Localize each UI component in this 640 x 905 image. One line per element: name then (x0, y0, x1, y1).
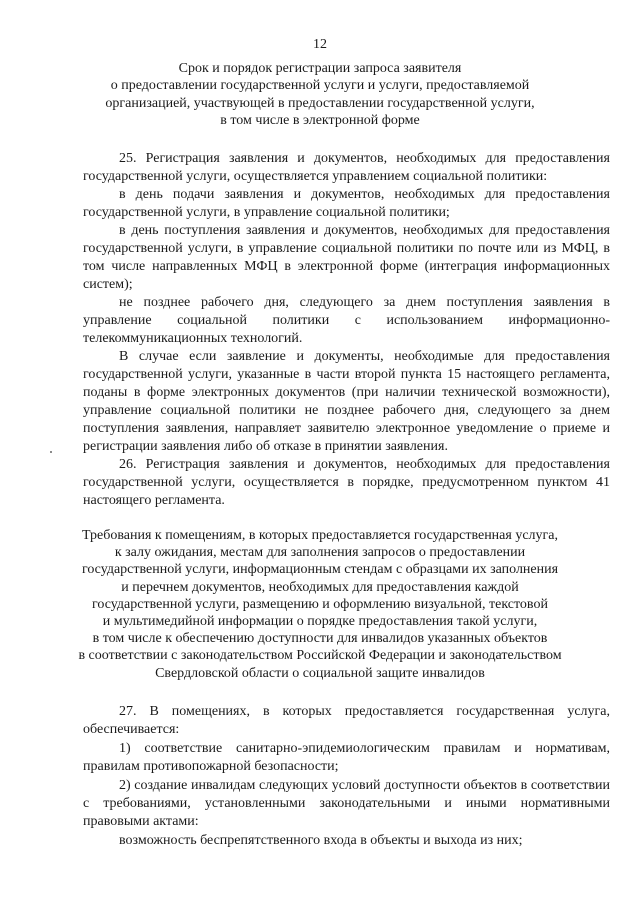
premises-paragraphs (83, 703, 610, 850)
section-heading-premises (56, 527, 584, 682)
paragraph-25: 25. Регистрация заявления и документов, необходимых для предоставления государственной услуги, осуществляется управлением социальной политики: (83, 151, 610, 184)
heading-line: государственной услуги, размещению и оформлению визуальной, текстовой (92, 596, 548, 612)
paragraph: не позднее рабочего дня, следующего за днем поступления заявления в управление социальной политики с использованием информационно-телекоммуникационных технологий. (83, 295, 610, 346)
heading-line: и перечнем документов, необходимых для предоставления каждой (121, 579, 519, 595)
heading-line: в том числе в электронной форме (220, 113, 420, 129)
list-item-2: 2) создание инвалидам следующих условий доступности объектов в соответствии с требованиями, установленными законодательными и иными нормативными правовыми актами: (83, 777, 610, 830)
heading-line: в том числе к обеспечению доступности для инвалидов указанных объектов (92, 631, 548, 647)
heading-line: Свердловской области о социальной защите инвалидов (155, 665, 485, 681)
paragraph: возможность беспрепятственного входа в объекты и выхода из них; (119, 832, 523, 848)
paragraph: в день поступления заявления и документов, необходимых для предоставления государственной услуги, в управление социальной политики по почте или из МФЦ, в том числе направленных МФЦ в электронной форме (интеграция информационных систем); (83, 223, 610, 292)
heading-line: Требования к помещениям, в которых предоставляется государственная услуга, (82, 528, 558, 543)
heading-line: организацией, участвующей в предоставлении государственной услуги, (105, 95, 535, 111)
scan-speck (50, 451, 52, 453)
section-heading-registration (60, 60, 580, 130)
heading-line: и мультимедийной информации о порядке предоставления такой услуги, (102, 614, 538, 630)
heading-line: Срок и порядок регистрации запроса заявителя (178, 61, 462, 76)
heading-line: в соответствии с законодательством Российской Федерации и законодательством (78, 648, 562, 664)
registration-paragraphs (83, 150, 610, 510)
list-item-1: 1) соответствие санитарно-эпидемиологическим правилам и нормативам, правилам противопожарной безопасности; (83, 740, 610, 775)
paragraph: в день подачи заявления и документов, необходимых для предоставления государственной услуги, в управление социальной политики; (83, 187, 610, 220)
heading-line: к залу ожидания, местам для заполнения запросов о предоставлении (114, 545, 526, 561)
paragraph-27: 27. В помещениях, в которых предоставляется государственная услуга, обеспечивается: (83, 704, 610, 738)
page-number: 12 (313, 37, 327, 52)
heading-line: о предоставлении государственной услуги и услуги, предоставляемой (110, 78, 530, 94)
paragraph: В случае если заявление и документы, необходимые для предоставления государственной услуги, указанные в части второй пункта 15 настоящего регламента, поданы в форме электронных документов (при наличии технической возможности), управление социальной политики не позднее рабочего дня, следующего за днем поступления заявления, направляет заявителю электронное уведомление о приеме и регистрации заявления либо об отказе в принятии заявления. (83, 349, 610, 454)
heading-line: государственной услуги, информационным стендам с образцами их заполнения (81, 562, 559, 578)
paragraph-26: 26. Регистрация заявления и документов, необходимых для предоставления государственной услуги, осуществляется в порядке, предусмотренном пунктом 41 настоящего регламента. (83, 457, 610, 508)
